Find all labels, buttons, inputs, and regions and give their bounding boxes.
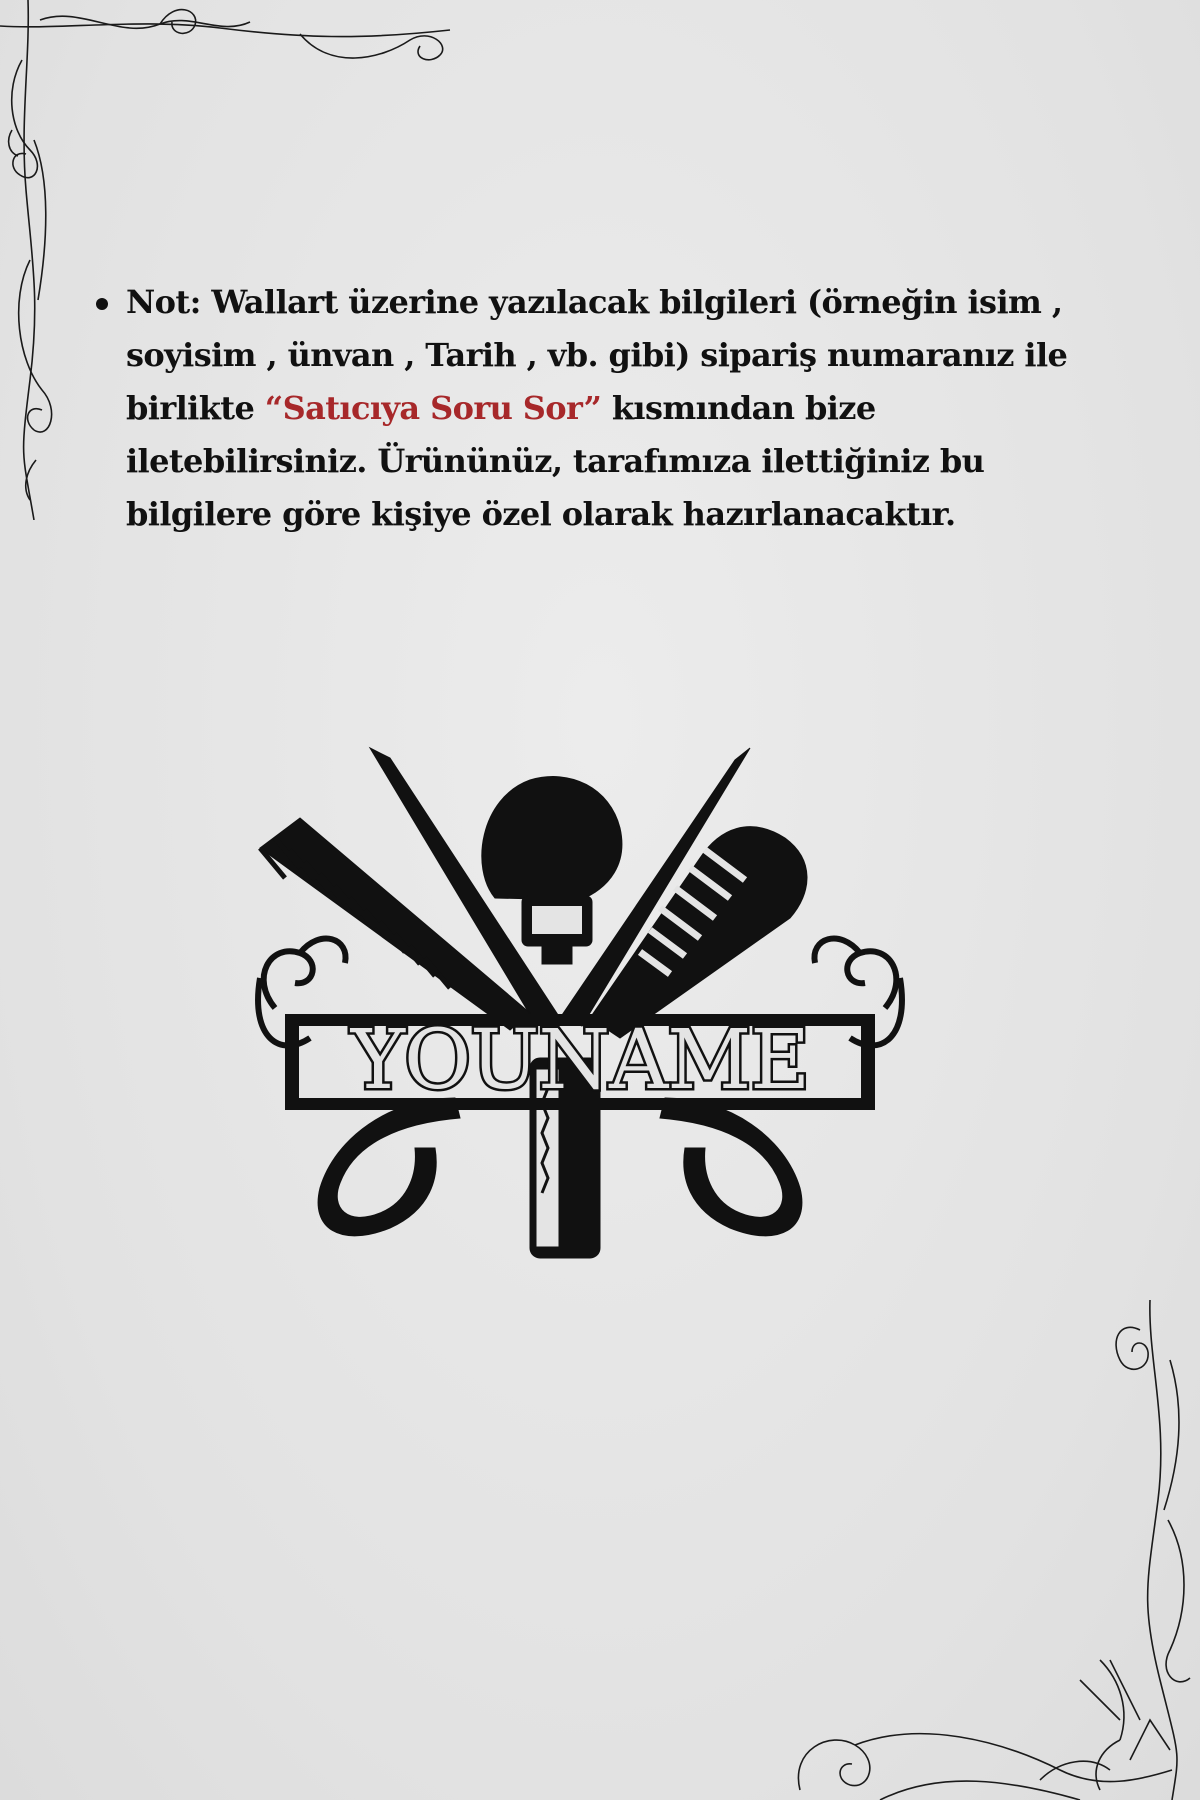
bullet-icon [96, 298, 108, 310]
note-paragraph [126, 276, 1086, 541]
barber-name-emblem [230, 738, 930, 1298]
corner-ornament-bottom-right [680, 1300, 1200, 1800]
note-lead-text: Not: Wallart üzerine yazılacak bilgileri (örneğin isim , soyisim , ünvan , Tarih , vb. gibi) sipariş numaranız ile birlikte [126, 283, 1068, 427]
note-tail-text: kısmından bize iletebilirsiniz. Ürününüz, tarafımıza ilettiğiniz bu bilgilere göre kişiye özel olarak hazırlanacaktır. [126, 389, 985, 533]
emblem-name-text: YOUNAME [350, 1013, 810, 1108]
order-note [96, 276, 1096, 541]
ask-seller-link-text: “Satıcıya Soru Sor” [264, 389, 602, 427]
